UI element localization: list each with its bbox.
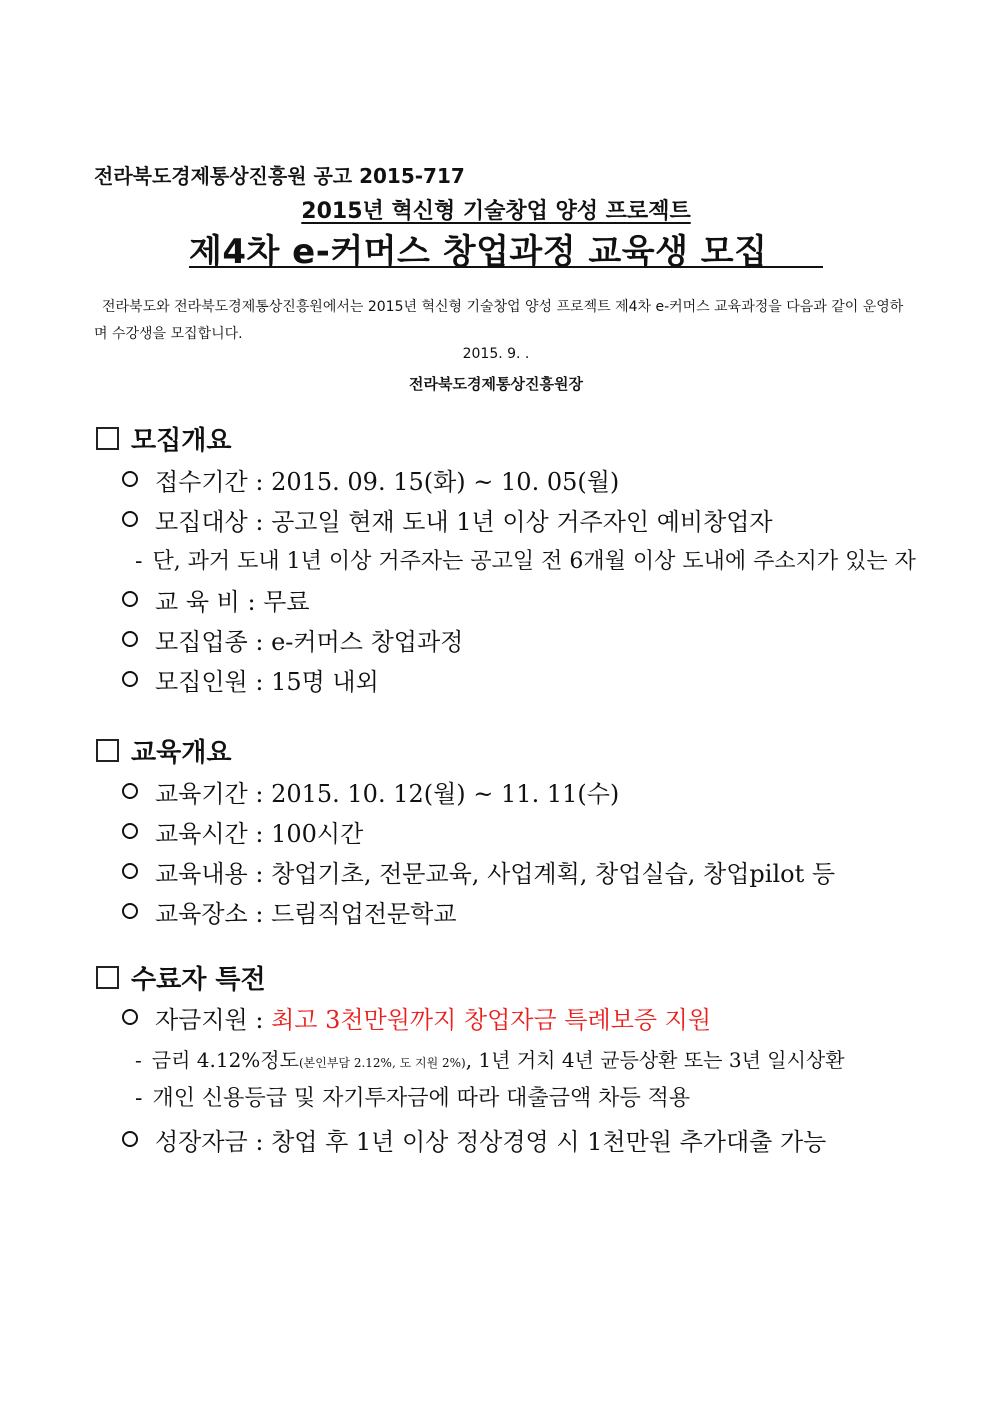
fund-support-value: 최고 3천만원까지 창업자금 특례보증 지원 <box>271 1006 712 1034</box>
list-item <box>122 1000 711 1035</box>
notice-date: 2015. 9. . <box>462 346 530 362</box>
target-note: 단, 과거 도내 1년 이상 거주자는 공고일 전 6개월 이상 도내에 주소지가 있는 자 <box>152 549 916 574</box>
list-item <box>122 622 463 657</box>
interest-rate-detail: (본인부담 2.12%, 도 지원 2%) <box>298 1056 466 1070</box>
notice-number: 전라북도경제통상진흥원 공고 2015-717 <box>94 164 465 188</box>
checkbox-square-icon <box>96 427 119 450</box>
list-item <box>122 462 619 497</box>
section-heading: 교육개요 <box>131 738 232 768</box>
section-heading: 수료자 특전 <box>131 965 266 995</box>
checkbox-square-icon <box>96 739 119 762</box>
list-item <box>122 1122 826 1157</box>
list-item <box>122 854 835 889</box>
recruit-headcount: 모집인원 : 15명 내외 <box>155 668 379 696</box>
list-item <box>122 662 379 697</box>
circle-bullet-icon <box>122 591 138 607</box>
circle-bullet-icon <box>122 863 138 879</box>
circle-bullet-icon <box>122 903 138 919</box>
tuition-fee: 교 육 비 : 무료 <box>155 588 310 616</box>
interest-rate: 금리 4.12%정도 <box>151 1048 299 1072</box>
section-heading: 모집개요 <box>131 426 232 456</box>
list-item <box>122 502 773 537</box>
intro-text: 전라북도와 전라북도경제통상진흥원에서는 2015년 혁신형 기술창업 양성 프로젝트 제4차 e-커머스 교육과정을 다음과 같이 운영하며 수강생을 모집합니다. <box>94 299 904 342</box>
recruit-field: 모집업종 : e-커머스 창업과정 <box>155 628 464 656</box>
circle-bullet-icon <box>122 823 138 839</box>
fund-support-label: 자금지원 : <box>155 1006 272 1034</box>
circle-bullet-icon <box>122 1009 138 1025</box>
growth-fund: 성장자금 : 창업 후 1년 이상 정상경영 시 1천만원 추가대출 가능 <box>155 1128 827 1156</box>
circle-bullet-icon <box>122 631 138 647</box>
project-subtitle <box>0 194 992 225</box>
sub-item: - 금리 4.12%정도(본인부담 2.12%, 도 지원 2%), 1년 거치 4년 균등상환 또는 3년 일시상환 <box>135 1048 845 1072</box>
education-place: 교육장소 : 드림직업전문학교 <box>155 900 457 928</box>
reception-period: 접수기간 : 2015. 09. 15(화) ~ 10. 05(월) <box>155 468 620 496</box>
education-content: 교육내용 : 창업기초, 전문교육, 사업계획, 창업실습, 창업pilot 등 <box>155 860 836 888</box>
circle-bullet-icon <box>122 1131 138 1147</box>
checkbox-square-icon <box>96 966 119 989</box>
section-education-overview <box>96 732 231 769</box>
circle-bullet-icon <box>122 471 138 487</box>
credit-note: 개인 신용등급 및 자기투자금에 따라 대출금액 차등 적용 <box>152 1086 691 1111</box>
list-item <box>122 582 310 617</box>
project-subtitle-text: 2015년 혁신형 기술창업 양성 프로젝트 <box>301 199 691 224</box>
sub-item: - 단, 과거 도내 1년 이상 거주자는 공고일 전 6개월 이상 도내에 주소지가 있는 자 <box>135 549 916 574</box>
list-item <box>122 774 619 809</box>
repayment-terms: , 1년 거치 4년 균등상환 또는 3년 일시상환 <box>465 1048 845 1072</box>
education-hours: 교육시간 : 100시간 <box>155 820 364 848</box>
list-item <box>122 894 457 929</box>
page-title: 제4차 e-커머스 창업과정 교육생 모집 <box>189 232 768 272</box>
intro-paragraph <box>94 294 916 348</box>
issuer-name: 전라북도경제통상진흥원장 <box>409 375 583 393</box>
circle-bullet-icon <box>122 783 138 799</box>
circle-bullet-icon <box>122 671 138 687</box>
sub-item: - 개인 신용등급 및 자기투자금에 따라 대출금액 차등 적용 <box>135 1086 691 1111</box>
recruit-target: 모집대상 : 공고일 현재 도내 1년 이상 거주자인 예비창업자 <box>155 508 773 536</box>
list-item <box>122 814 363 849</box>
section-recruitment-overview <box>96 420 231 457</box>
circle-bullet-icon <box>122 511 138 527</box>
title-underline <box>189 266 823 268</box>
section-graduate-benefits <box>96 959 266 996</box>
education-period: 교육기간 : 2015. 10. 12(월) ~ 11. 11(수) <box>155 780 620 808</box>
